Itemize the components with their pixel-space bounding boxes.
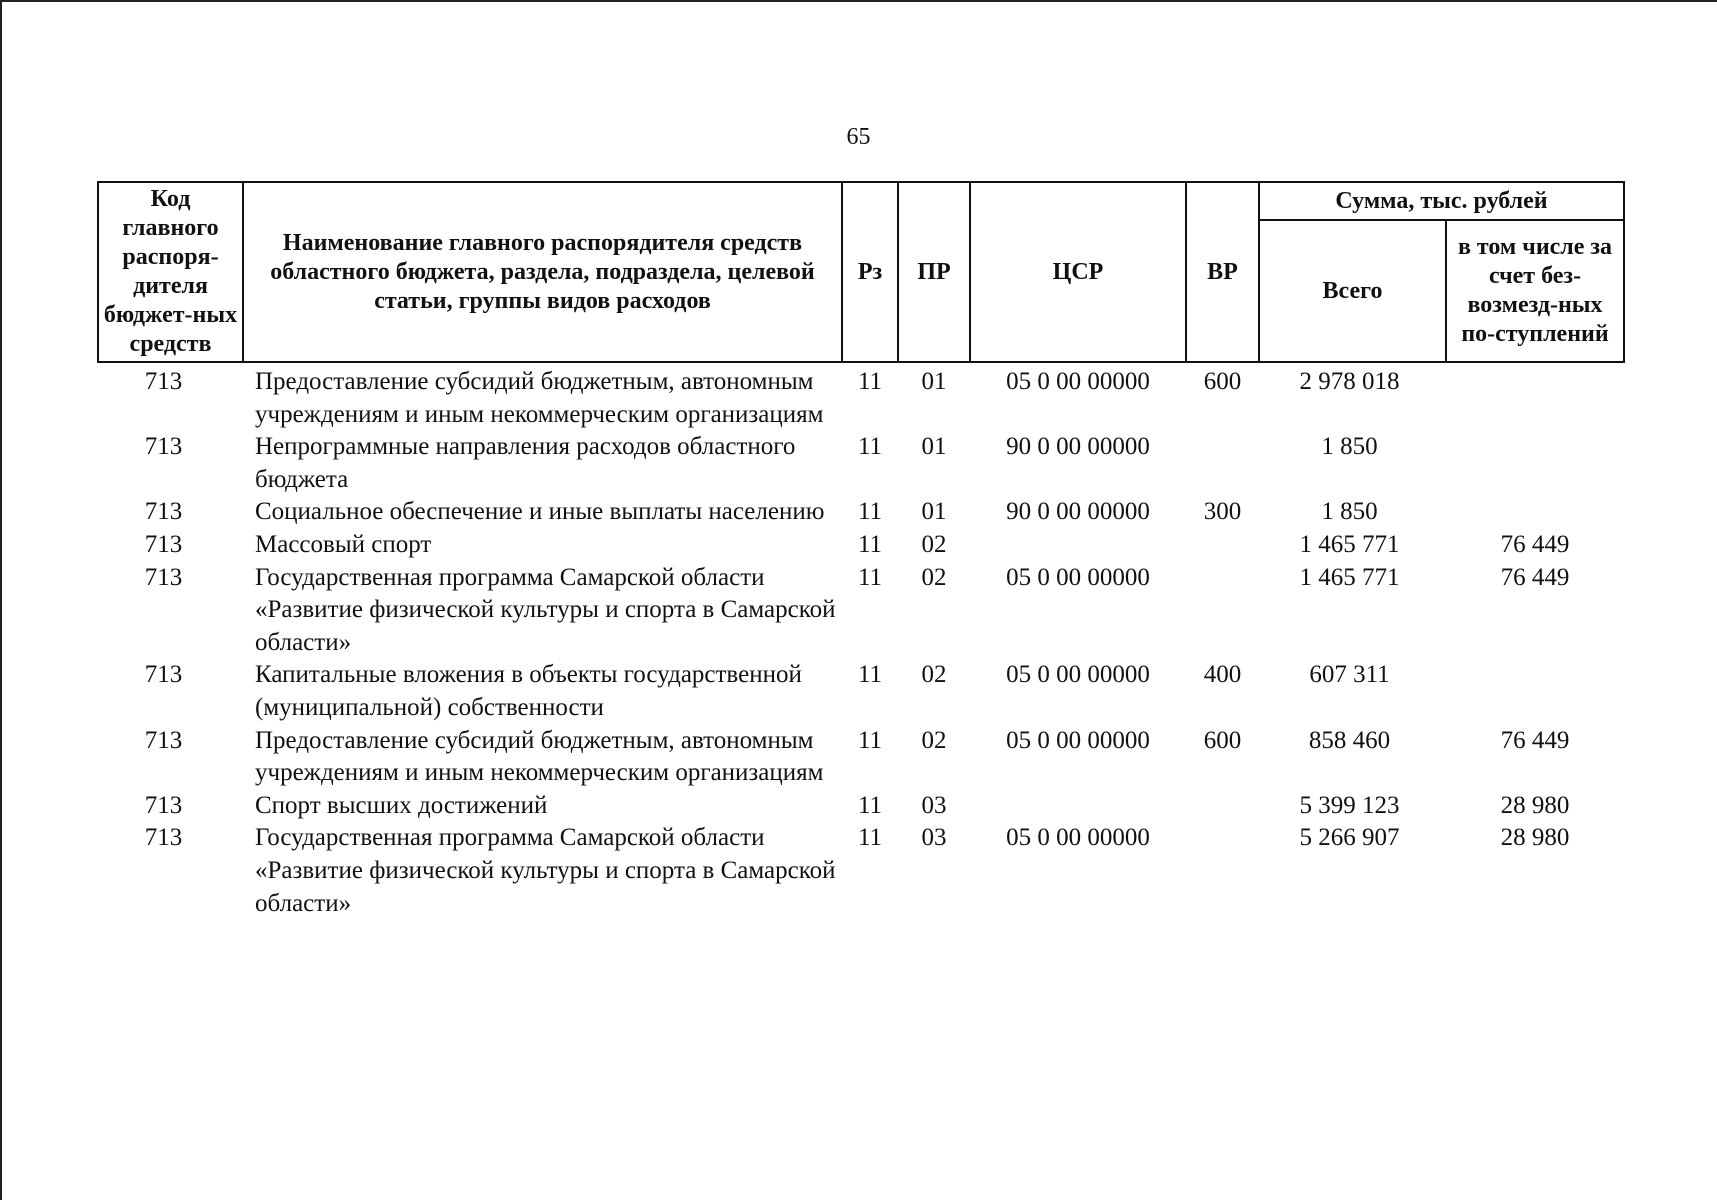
page-number: 65 <box>846 124 871 150</box>
pr-cell: 03 <box>921 791 947 819</box>
table-row <box>98 362 1624 431</box>
free-cell <box>1446 431 1624 496</box>
header-pr: ПР <box>898 182 970 362</box>
rz-cell: 11 <box>857 661 883 689</box>
free-cell: 76 449 <box>1500 726 1570 754</box>
rz-cell: 11 <box>857 824 883 852</box>
pr-cell: 02 <box>921 661 947 689</box>
vr-cell: 600 <box>1203 726 1242 754</box>
rz-cell: 11 <box>857 433 883 461</box>
csr-cell <box>970 529 1186 562</box>
csr-cell: 90 0 00 00000 <box>1006 433 1150 461</box>
pr-cell: 03 <box>921 824 947 852</box>
pr-cell: 01 <box>921 498 947 526</box>
kod-cell: 713 <box>144 368 183 395</box>
total-cell: 1 465 771 <box>1299 530 1400 558</box>
name-cell: Непрограммные направления расходов областного бюджета <box>255 433 796 493</box>
header-name: Наименование главного распорядителя средств областного бюджета, раздела, подраздела, целевой статьи, группы видов расходов <box>243 182 842 362</box>
total-cell: 858 460 <box>1308 726 1391 754</box>
table-row <box>98 822 1624 920</box>
kod-cell: 713 <box>144 563 183 591</box>
header-free: в том числе за счет без-возмезд-ных по-ступлений <box>1446 220 1624 362</box>
name-cell: Государственная программа Самарской области «Развитие физической культуры и спорта в Самарской области» <box>255 824 836 917</box>
csr-cell: 05 0 00 00000 <box>1006 661 1150 689</box>
pr-cell: 02 <box>921 563 947 591</box>
vr-cell <box>1186 562 1259 660</box>
vr-cell <box>1186 790 1259 823</box>
header-sum: Сумма, тыс. рублей <box>1259 182 1624 220</box>
scan-border-top <box>0 0 1717 2</box>
table-row <box>98 725 1624 790</box>
kod-cell: 713 <box>144 530 183 558</box>
csr-cell <box>970 790 1186 823</box>
csr-cell: 05 0 00 00000 <box>1006 368 1150 395</box>
header-vr: ВР <box>1186 182 1259 362</box>
vr-cell: 400 <box>1203 661 1242 689</box>
vr-cell <box>1186 822 1259 920</box>
free-cell <box>1446 496 1624 529</box>
total-cell: 2 978 018 <box>1299 368 1400 395</box>
name-cell: Предоставление субсидий бюджетным, автономным учреждениям и иным некоммерческим организациям <box>255 368 824 428</box>
table-row <box>98 431 1624 496</box>
name-cell: Массовый спорт <box>255 530 432 558</box>
header-rz: Рз <box>842 182 898 362</box>
rz-cell: 11 <box>857 368 883 395</box>
total-cell: 1 850 <box>1321 498 1378 526</box>
rz-cell: 11 <box>857 563 883 591</box>
free-cell <box>1446 362 1624 431</box>
table-row <box>98 659 1624 724</box>
total-cell: 5 266 907 <box>1299 824 1400 852</box>
vr-cell: 300 <box>1203 498 1242 526</box>
free-cell <box>1446 659 1624 724</box>
pr-cell: 02 <box>921 530 947 558</box>
kod-cell: 713 <box>144 824 183 852</box>
vr-cell <box>1186 431 1259 496</box>
free-cell: 76 449 <box>1500 530 1570 558</box>
name-cell: Спорт высших достижений <box>255 791 548 819</box>
total-cell: 607 311 <box>1309 661 1390 689</box>
csr-cell: 05 0 00 00000 <box>1006 726 1150 754</box>
vr-cell: 600 <box>1203 368 1242 395</box>
kod-cell: 713 <box>144 661 183 689</box>
free-cell: 28 980 <box>1500 824 1570 852</box>
kod-cell: 713 <box>144 726 183 754</box>
free-cell: 76 449 <box>1500 563 1570 591</box>
free-cell: 28 980 <box>1500 791 1570 819</box>
csr-cell: 05 0 00 00000 <box>1006 824 1150 852</box>
header-csr: ЦСР <box>970 182 1186 362</box>
table-header <box>98 182 1624 362</box>
rz-cell: 11 <box>857 726 883 754</box>
header-kod: Код главного распоря-дителя бюджет-ных средств <box>98 182 243 362</box>
rz-cell: 11 <box>857 530 883 558</box>
name-cell: Государственная программа Самарской области «Развитие физической культуры и спорта в Самарской области» <box>255 563 836 656</box>
table-row <box>98 529 1624 562</box>
kod-cell: 713 <box>144 791 183 819</box>
table-row <box>98 496 1624 529</box>
name-cell: Предоставление субсидий бюджетным, автономным учреждениям и иным некоммерческим организациям <box>255 726 824 787</box>
kod-cell: 713 <box>144 498 183 526</box>
header-total: Всего <box>1259 220 1446 362</box>
total-cell: 1 465 771 <box>1299 563 1400 591</box>
csr-cell: 05 0 00 00000 <box>1006 563 1150 591</box>
rz-cell: 11 <box>857 498 883 526</box>
csr-cell: 90 0 00 00000 <box>1006 498 1150 526</box>
pr-cell: 02 <box>921 726 947 754</box>
scan-border-left <box>0 0 2 1200</box>
name-cell: Капитальные вложения в объекты государственной (муниципальной) собственности <box>255 661 802 721</box>
vr-cell <box>1186 529 1259 562</box>
table-row <box>98 790 1624 823</box>
pr-cell: 01 <box>921 368 947 395</box>
rz-cell: 11 <box>857 791 883 819</box>
pr-cell: 01 <box>921 433 947 461</box>
total-cell: 1 850 <box>1321 433 1378 461</box>
kod-cell: 713 <box>144 433 183 461</box>
total-cell: 5 399 123 <box>1299 791 1400 819</box>
table-row <box>98 562 1624 660</box>
budget-table <box>97 181 1625 920</box>
name-cell: Социальное обеспечение и иные выплаты населению <box>255 498 825 526</box>
table-body <box>98 362 1624 920</box>
